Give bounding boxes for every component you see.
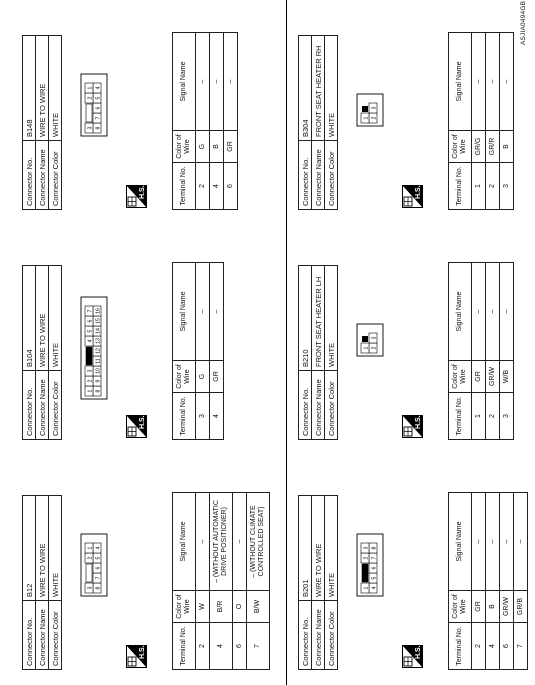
connector-info-table — [22, 35, 62, 210]
key-slot — [362, 106, 368, 112]
pin-number: 5 — [95, 556, 102, 560]
terminal-no: 6 — [233, 623, 247, 670]
header-wire-color: Color of Wire — [449, 591, 472, 623]
terminal-row — [210, 33, 224, 210]
signal-name: – — [472, 33, 486, 131]
header-terminal-no: Terminal No. — [449, 623, 472, 670]
pin-number: 9 — [95, 379, 102, 383]
terminal-no: 1 — [472, 393, 486, 440]
wire-color: GR — [210, 361, 224, 393]
pin-number: 10 — [95, 368, 102, 374]
pin-number: 2 — [363, 556, 370, 560]
terminal-row — [196, 33, 210, 210]
wire-color: B/R — [210, 591, 233, 623]
wire-color: GR/W — [486, 361, 500, 393]
terminal-row — [500, 493, 514, 670]
info-row — [23, 496, 36, 670]
pin-number: 3 — [87, 126, 94, 130]
info-label: Connector Name — [312, 601, 325, 670]
info-value-no: B104 — [23, 266, 36, 371]
header-terminal-no: Terminal No. — [173, 163, 196, 210]
key-slot — [86, 564, 92, 582]
signal-name: – — [224, 33, 238, 131]
wire-color: B — [210, 131, 224, 163]
pin-number: 6 — [95, 106, 102, 110]
terminal-no: 6 — [224, 163, 238, 210]
info-label: Connector Name — [36, 141, 49, 210]
wire-color: B — [500, 131, 514, 163]
terminal-row — [210, 263, 224, 440]
harness-side-icon — [402, 185, 423, 208]
connector-face-diagram — [80, 531, 112, 597]
info-value-no: B201 — [299, 496, 312, 601]
pin-number: 3 — [363, 546, 370, 550]
info-value-name: WIRE TO WIRE — [36, 36, 49, 141]
terminal-row — [472, 33, 486, 210]
info-label: Connector Name — [312, 141, 325, 210]
wire-color: B — [486, 591, 500, 623]
info-row — [299, 266, 312, 440]
pin-number: 7 — [87, 309, 94, 313]
signal-name: – — [500, 263, 514, 361]
info-row — [36, 36, 49, 210]
info-value-color: WHITE — [49, 496, 62, 601]
terminal-row — [210, 493, 233, 670]
terminal-row — [486, 263, 500, 440]
terminal-row — [500, 33, 514, 210]
header-terminal-no: Terminal No. — [449, 163, 472, 210]
hs-badge-label: H.S. — [415, 185, 422, 199]
pin-number: 1 — [363, 346, 370, 350]
info-label: Connector No. — [299, 371, 312, 440]
signal-name: – — [196, 263, 210, 361]
terminal-row — [486, 33, 500, 210]
hs-badge-label: H.S. — [139, 415, 146, 429]
info-label: Connector Color — [49, 601, 62, 670]
signal-name: – — [196, 493, 210, 591]
info-row — [49, 266, 62, 440]
terminal-no: 3 — [500, 163, 514, 210]
pin-number: 5 — [371, 576, 378, 580]
header-terminal-no: Terminal No. — [173, 393, 196, 440]
signal-name: – — [472, 493, 486, 591]
info-value-color: WHITE — [49, 36, 62, 141]
hs-badge-label: H.S. — [139, 645, 146, 659]
info-label: Connector No. — [23, 371, 36, 440]
pin-number: 2 — [87, 556, 94, 560]
pin-number: 5 — [87, 329, 94, 333]
info-label: Connector Name — [312, 371, 325, 440]
signal-name: – — [196, 33, 210, 131]
pin-number: 8 — [371, 546, 378, 550]
pin-number: 1 — [363, 586, 370, 590]
hs-badge-label: H.S. — [415, 415, 422, 429]
info-label: Connector No. — [299, 601, 312, 670]
terminal-table-header — [449, 33, 472, 210]
terminal-no: 3 — [196, 393, 210, 440]
connector-info-table — [298, 35, 338, 210]
signal-name: – — [210, 263, 224, 361]
wire-color: W — [196, 591, 210, 623]
info-value-color: WHITE — [49, 266, 62, 371]
info-value-name: FRONT SEAT HEATER LH — [312, 266, 325, 371]
info-label: Connector No. — [23, 601, 36, 670]
connector-block-b304 — [298, 25, 535, 210]
header-wire-color: Color of Wire — [173, 361, 196, 393]
info-row — [36, 496, 49, 670]
wire-color: GR/G — [472, 131, 486, 163]
info-label: Connector Color — [325, 371, 338, 440]
connector-info-table — [298, 265, 338, 440]
signal-name: – — [210, 33, 224, 131]
pin-number: 8 — [95, 586, 102, 590]
wire-color: G — [196, 131, 210, 163]
info-value-no: B12 — [23, 496, 36, 601]
pin-number: 8 — [95, 126, 102, 130]
info-row — [299, 496, 312, 670]
terminal-no: 4 — [210, 623, 233, 670]
header-signal-name: Signal Name — [173, 493, 196, 591]
pin-number: 12 — [95, 348, 102, 354]
pin-number: 3 — [87, 369, 94, 373]
signal-name: – — [500, 493, 514, 591]
terminal-table-header — [449, 263, 472, 440]
header-signal-name: Signal Name — [449, 263, 472, 361]
info-value-color: WHITE — [325, 496, 338, 601]
pin-number: 4 — [95, 86, 102, 90]
pin-number: 11 — [95, 358, 102, 364]
pin-number: 3 — [87, 586, 94, 590]
pin-number: 2 — [87, 96, 94, 100]
info-label: Connector No. — [299, 141, 312, 210]
hs-badge-label: H.S. — [139, 185, 146, 199]
info-label: Connector Color — [49, 141, 62, 210]
harness-side-icon — [126, 185, 147, 208]
info-row — [325, 496, 338, 670]
signal-name: – — [486, 33, 500, 131]
terminal-table — [448, 262, 514, 440]
pin-number: 1 — [87, 389, 94, 393]
pin-number: 6 — [87, 319, 94, 323]
pin-number: 5 — [95, 96, 102, 100]
wire-color: GR — [224, 131, 238, 163]
signal-name: – — [500, 33, 514, 131]
key-slot — [86, 104, 92, 122]
harness-side-icon — [402, 415, 423, 438]
terminal-no: 6 — [500, 623, 514, 670]
wire-color: GR — [472, 591, 486, 623]
connector-info-table — [298, 495, 338, 670]
pin-number: 2 — [87, 379, 94, 383]
wire-color: B/W — [247, 591, 270, 623]
signal-name: – (WITHOUT CLIMATE CONTROLLED SEAT) — [247, 493, 270, 591]
wire-color: O — [233, 591, 247, 623]
info-value-color: WHITE — [325, 36, 338, 141]
connector-block-b148 — [22, 25, 284, 210]
connector-face-diagram — [356, 91, 388, 127]
info-row — [23, 266, 36, 440]
header-wire-color: Color of Wire — [449, 361, 472, 393]
signal-name: – — [486, 263, 500, 361]
key-slot — [362, 564, 368, 582]
terminal-no: 4 — [210, 163, 224, 210]
info-row — [325, 266, 338, 440]
info-value-name: WIRE TO WIRE — [36, 266, 49, 371]
header-terminal-no: Terminal No. — [173, 623, 196, 670]
pin-number: 7 — [371, 556, 378, 560]
info-row — [36, 266, 49, 440]
harness-side-icon — [126, 645, 147, 668]
info-label: Connector Name — [36, 601, 49, 670]
terminal-row — [247, 493, 270, 670]
pin-number: 1 — [87, 86, 94, 90]
pin-number: 7 — [95, 576, 102, 580]
reference-code: ASJIA0494GB — [520, 0, 527, 45]
terminal-row — [472, 263, 486, 440]
connector-face-diagram — [80, 71, 112, 137]
terminal-no: 2 — [196, 163, 210, 210]
info-label: Connector No. — [23, 141, 36, 210]
terminal-no: 2 — [486, 393, 500, 440]
wire-color: GR/R — [486, 131, 500, 163]
terminal-row — [224, 33, 238, 210]
terminal-row — [486, 493, 500, 670]
pin-number: 4 — [87, 339, 94, 343]
info-row — [23, 36, 36, 210]
terminal-no: 2 — [472, 623, 486, 670]
key-slot — [86, 347, 92, 365]
terminal-table — [172, 262, 224, 440]
terminal-row — [472, 493, 486, 670]
pin-number: 4 — [371, 586, 378, 590]
terminal-no: 4 — [210, 393, 224, 440]
connector-info-table — [22, 265, 62, 440]
pin-number: 7 — [95, 116, 102, 120]
pin-number: 3 — [371, 336, 378, 340]
info-value-color: WHITE — [325, 266, 338, 371]
terminal-no: 4 — [486, 623, 500, 670]
terminal-row — [196, 263, 210, 440]
header-signal-name: Signal Name — [449, 33, 472, 131]
signal-name: – — [233, 493, 247, 591]
pin-number: 2 — [371, 346, 378, 350]
info-row — [312, 36, 325, 210]
pin-number: 3 — [371, 106, 378, 110]
terminal-row — [500, 263, 514, 440]
terminal-row — [233, 493, 247, 670]
wire-color: GR/B — [514, 591, 528, 623]
info-value-no: B304 — [299, 36, 312, 141]
info-label: Connector Name — [36, 371, 49, 440]
header-signal-name: Signal Name — [449, 493, 472, 591]
header-signal-name: Signal Name — [173, 263, 196, 361]
connector-block-b12 — [22, 485, 284, 670]
harness-side-icon — [126, 415, 147, 438]
terminal-no: 2 — [486, 163, 500, 210]
connector-block-b210 — [298, 255, 535, 440]
signal-name: – — [472, 263, 486, 361]
pin-number: 1 — [363, 116, 370, 120]
header-wire-color: Color of Wire — [449, 131, 472, 163]
terminal-no: 7 — [247, 623, 270, 670]
connector-face-diagram — [80, 294, 112, 400]
section-divider — [286, 0, 287, 685]
terminal-table-header — [173, 493, 196, 670]
pin-number: 13 — [95, 338, 102, 344]
pin-number: 4 — [95, 546, 102, 550]
hs-badge-label: H.S. — [415, 645, 422, 659]
terminal-table — [172, 32, 238, 210]
info-row — [325, 36, 338, 210]
wire-color: GR — [472, 361, 486, 393]
terminal-table-header — [449, 493, 472, 670]
pin-number: 2 — [371, 116, 378, 120]
connector-face-diagram — [356, 531, 388, 597]
wire-color: W/B — [500, 361, 514, 393]
terminal-table — [448, 492, 528, 670]
terminal-row — [196, 493, 210, 670]
terminal-no: 1 — [472, 163, 486, 210]
connector-block-b104 — [22, 255, 284, 440]
header-wire-color: Color of Wire — [173, 591, 196, 623]
terminal-table-header — [173, 33, 196, 210]
connector-face-diagram — [356, 321, 388, 357]
connector-info-table — [22, 495, 62, 670]
terminal-table — [448, 32, 514, 210]
header-signal-name: Signal Name — [173, 33, 196, 131]
info-row — [299, 36, 312, 210]
info-row — [49, 496, 62, 670]
signal-name: – — [514, 493, 528, 591]
pin-number: 16 — [95, 308, 102, 314]
terminal-table-header — [173, 263, 196, 440]
signal-name: – — [486, 493, 500, 591]
info-value-no: B148 — [23, 36, 36, 141]
wire-color: G — [196, 361, 210, 393]
signal-name: – (WITHOUT AUTOMATIC DRIVE POSITIONER) — [210, 493, 233, 591]
info-label: Connector Color — [325, 601, 338, 670]
wire-color: GR/W — [500, 591, 514, 623]
info-row — [312, 266, 325, 440]
info-value-name: FRONT SEAT HEATER RH — [312, 36, 325, 141]
info-label: Connector Color — [49, 371, 62, 440]
harness-side-icon — [402, 645, 423, 668]
info-value-name: WIRE TO WIRE — [36, 496, 49, 601]
pin-number: 14 — [95, 328, 102, 334]
info-label: Connector Color — [325, 141, 338, 210]
pin-number: 6 — [371, 566, 378, 570]
connector-block-b201 — [298, 485, 535, 670]
terminal-row — [514, 493, 528, 670]
info-row — [49, 36, 62, 210]
info-value-name: WIRE TO WIRE — [312, 496, 325, 601]
pin-number: 6 — [95, 566, 102, 570]
pin-number: 1 — [87, 546, 94, 550]
header-wire-color: Color of Wire — [173, 131, 196, 163]
pin-number: 8 — [95, 389, 102, 393]
terminal-no: 3 — [500, 393, 514, 440]
pin-number: 15 — [95, 318, 102, 324]
header-terminal-no: Terminal No. — [449, 393, 472, 440]
key-slot — [362, 336, 368, 342]
terminal-no: 7 — [514, 623, 528, 670]
terminal-no: 2 — [196, 623, 210, 670]
info-value-no: B210 — [299, 266, 312, 371]
terminal-table — [172, 492, 270, 670]
info-row — [312, 496, 325, 670]
